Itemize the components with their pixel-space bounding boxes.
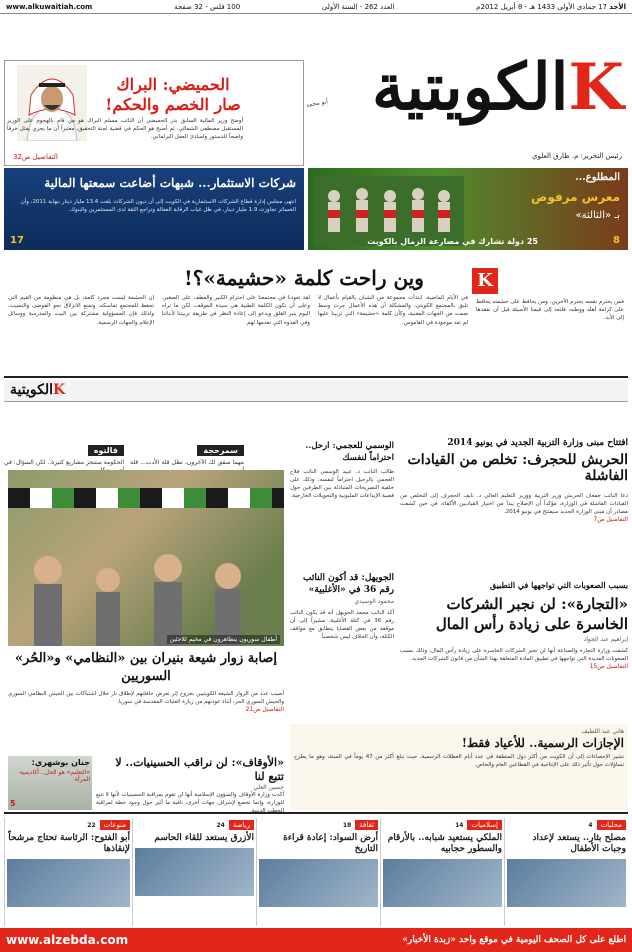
players-photo: [314, 176, 464, 246]
issue-date: الأحد 17 جمادى الأولى 1433 هـ - 8 أبريل 2012م: [476, 3, 626, 11]
children-figures: [8, 510, 284, 646]
sports-line1: المطلوع...: [575, 172, 620, 183]
story-holidays[interactable]: [290, 724, 628, 810]
promo-more[interactable]: التفاصيل ص32: [13, 153, 58, 161]
awqaf-title: «الأوقاف»: لن نراقب الحسينيات.. لا تتبع لنا: [115, 756, 284, 783]
samrah-column: [130, 438, 244, 464]
editorial-col1: في الأيام الماضية، ابتدأت مجموعة من الشبان بالقيام بأعمال لا تليق بالمجتمع الكويتي، والمشكلة أن هذه الأعمال جرت وسط صمت من الجهات المعنية، وكأن كلمة «حشيمة» التي تربينا عليها لم تعد موجودة في القاموس.: [318, 295, 468, 326]
footer-url[interactable]: www.alzebda.com: [6, 933, 129, 947]
price: 100 فلس - 32 صفحة: [174, 3, 241, 11]
bottom-strip: [4, 812, 628, 926]
trade-byline: إبراهيم عبد الجواد: [583, 636, 628, 643]
wasmi-body: طالب النائب د. عبيد الوسمي النائب فلاح العجمي بالرحيل احتراماً لنفسه، وذلك على خلفية التصريحات المتبادلة بين الطرفين حول قضية الإيداعات المليونية والتحويلات الخارجية.: [290, 469, 394, 499]
awqaf-byline: حسين العلي: [253, 784, 284, 791]
juhail-byline: محمود الوسيدي: [354, 598, 394, 605]
syria-body: أصيب عدد من الزوار الشيعة الكويتيين بجروح إثر تعرض حافلتهم لإطلاق نار خلال اشتباكات بين الجيش النظامي السوري والجيش السوري الحر، أثناء عودتهم من زيارة العتبات المقدسة في سوريا.: [8, 691, 284, 705]
story-trade[interactable]: [400, 580, 628, 720]
finance-body: انتهى مجلس إدارة قطاع الشركات الاستثمارية في الكويت إلى أن ديون الشركات بلغت 13.4 مليار دينار بنهاية 2011، وأن الخسائر تجاوزت 1.9 مليار دينار، في ظل غياب الرقابة الفعالة وتراجع الثقة لدى المستثمرين والبنوك.: [20, 199, 296, 213]
syria-more[interactable]: التفاصيل ص21: [245, 706, 284, 713]
juhail-body: أكد النائب محمد الجويهل أنه قد يكون النائب رقم 36 في كتلة الأغلبية، مشيراً إلى أن موقفه من بعض القضايا يتطابق مع مواقف الكتلة، وأن الخلاف ليس شخصياً.: [290, 610, 394, 640]
bottom-item-1[interactable]: محليات4 مصلح بثار.. يستعد لإعداد وجبات الأطفال: [504, 818, 628, 926]
flag-row: [8, 488, 284, 508]
edu-kicker: افتتاح مبنى وزارة التربية الجديد في يونيو 2014: [447, 438, 628, 448]
editorial-k-icon: K: [472, 268, 498, 294]
bottom-item-3[interactable]: ثقافة18 أرض السواد: إعادة قراءة التاريخ: [256, 818, 380, 926]
edu-more[interactable]: التفاصيل ص7: [593, 516, 628, 523]
editorial-col4: فمن يحترم نفسه يحترم الآخرين، ومن يحافظ على حشمته يحافظ على كرامة أهله ووطنه، فلنعد إلى قيمنا الأصيلة قبل أن نفقدها إلى الأبد.: [476, 299, 624, 322]
trade-more[interactable]: التفاصيل ص15: [589, 663, 628, 670]
juhail-title: الجويهل: قد أكون النائب رقم 36 في «الأغلبية»: [302, 573, 394, 595]
story-wasmi[interactable]: [290, 440, 394, 560]
trade-kicker: بسبب الصعوبات التي تواجهها في التطبيق: [489, 580, 628, 590]
holidays-body: تشير الإحصاءات إلى أن الكويت من أكثر دول المنطقة في عدد أيام العطلات الرسمية، حيث تبلغ أكثر من 47 يوماً في السنة، وهو ما يطرح تساؤلات حول تأثير ذلك على الإنتاجية في القطاعين العام والخاص.: [294, 754, 624, 768]
jenan-title: جنان بوشهري:: [31, 758, 90, 767]
sports-line2: معرس مرفوض: [531, 190, 620, 204]
footer-message: اطلع على كل الصحف اليومية في موقع واحد «زبدة الأخبار»: [402, 935, 626, 945]
issue-number: العدد 262 - السنة الأولى: [321, 3, 395, 11]
samrah-head: سمرحجة: [197, 445, 244, 456]
faltoh-text: الحكومة ستنجز مشاريع كثيرة.. لكن السؤال: في: [4, 459, 124, 466]
faltoh-column: [4, 438, 124, 468]
trade-body: كشفت وزارة التجارة والصناعة أنها لن تجبر الشركات الخاسرة على زيادة رأس المال، وذلك بسبب الصعوبات العديدة التي تواجهها في تطبيق المادة المتعلقة بهذا الشأن من قانون الشركات الجديد.: [400, 648, 628, 662]
footer-banner[interactable]: [0, 928, 632, 952]
site-url[interactable]: www.alkuwaitiah.com: [6, 3, 93, 11]
faltoh-head: فالتوه: [88, 445, 124, 456]
samrah-text: مهما صفق لك الآخرون، تظل قلة الأدب... قلة: [130, 459, 244, 466]
holidays-title: الإجازات الرسمية.. للأعياد فقط!: [461, 736, 624, 750]
jenan-quote: «التعليم» هو الحل.. أكاديمية المرأة: [19, 769, 90, 783]
holidays-byline: هاني عبد اللطيف: [581, 728, 624, 735]
story-jenan[interactable]: [8, 756, 92, 810]
syria-title: إصابة زوار شيعة بنيران بين «النظامي» و«الحُر» السوريين: [15, 651, 277, 684]
story-awqaf[interactable]: [96, 756, 284, 814]
finance-banner[interactable]: [4, 168, 304, 250]
awqaf-body: أكدت وزارة الأوقاف والشؤون الإسلامية أنها لن تقوم بمراقبة الحسينيات لأنها لا تتبع للوزارة، وإنما تخضع لإشراف جهات أخرى، نافية ما أثير حول وجود خطة لمراقبة الخطب الدينية.: [96, 792, 284, 814]
band-logo: Kالكويتية: [10, 382, 66, 398]
editor-in-chief: رئيس التحرير: م. طارق العلوي: [532, 152, 622, 160]
bottom-item-2[interactable]: إسلاميات14 الملكي يستعيد شبابه.. بالأرقام والسطور حجابيه: [380, 818, 504, 926]
edu-title: الحربش للحجرف: تخلص من القيادات الفاشلة: [407, 452, 628, 484]
story-juhail[interactable]: [290, 572, 394, 712]
syria-caption: أطفال سوريون يتظاهرون في مخيم للاجئين: [167, 635, 280, 644]
section-band: [4, 380, 628, 402]
sports-bottom: 25 دولة تشارك في مصارعة الرمال بالكويت: [367, 237, 538, 246]
story-syria[interactable]: [8, 650, 284, 750]
top-bar: [0, 0, 632, 14]
editorial-title: وين راحت كلمة «حشيمة»؟!: [184, 266, 424, 290]
jenan-page: 5: [10, 799, 16, 808]
editorial-col2: لقد تعودنا في مجتمعنا على احترام الكبير والعطف على الصغير، وعلى أن تكون الكلمة الطيبة هي سيدة الموقف، لكن ما نراه اليوم يثير القلق ويدعو إلى إعادة النظر في طريقة تربيتنا لأبنائنا وفي القدوة التي نقدمها لهم.: [162, 295, 310, 326]
promo-headline: الحميضي: البراك صار الخصم والحكم!: [105, 75, 241, 114]
finance-title: شركات الاستثمار... شبهات أضاعت سمعتها المالية: [44, 176, 296, 190]
trade-title: «التجارة»: لن نجبر الشركات الخاسرة على زيادة رأس المال: [435, 595, 628, 633]
syria-photo: [8, 470, 284, 646]
newspaper-logo: Kالكويتية: [371, 50, 622, 125]
sports-line3: بـ «الثالثة»: [575, 210, 620, 221]
edu-body: دعا النائب جمعان الحربش وزير التربية ووزير التعليم العالي د. نايف الحجرف إلى التخلص من القيادات الفاشلة في الوزارة، مؤكداً أن الإصلاح يبدأ من اختيار القياديين الأكفاء، في حين كشفت مصادر أن مبنى الوزارة الجديد سيفتتح في يونيو 2014.: [400, 493, 628, 515]
masthead: [302, 16, 628, 166]
sports-banner[interactable]: [308, 168, 628, 250]
promo-body: أوضح وزير المالية السابق بدر الحميضي أن النائب مسلم البراك هو من قام بالهجوم على الوزير المستقيل مصطفى الشمالي، ثم أصبح هو الحكم في قضية لجنة التحقيق، معتبراً أن ما يجري يمثل خرقاً واضحاً للدستور ولمبادئ العمل البرلماني.: [7, 118, 243, 140]
finance-page: 17: [10, 235, 24, 246]
editorial: [4, 258, 628, 378]
editor-tag: أبو محمد: [305, 98, 329, 109]
bottom-item-5[interactable]: منوعات22 أبو الفتوح: الرئاسة تحتاج مرشحاً لإنقاذها: [4, 818, 132, 926]
story-education[interactable]: [400, 438, 628, 578]
promo-box[interactable]: [4, 60, 304, 166]
wasmi-title: الوسمي للعجمي: ارحل.. احتراماً لنفسك: [305, 441, 394, 463]
bottom-item-4[interactable]: رياضة24 الأزرق يستعد للقاء الحاسم: [132, 818, 256, 926]
sports-page: 8: [613, 235, 620, 246]
editorial-col3: إن الحشمة ليست مجرد كلمة، بل هي منظومة من القيم التي تحفظ للمجتمع تماسكه، وتمنع الانزلاق نحو الفوضى والتسيب، ولذلك فإن المسؤولية مشتركة بين البيت والمدرسة ووسائل الإعلام والجهات الرسمية.: [8, 295, 154, 326]
